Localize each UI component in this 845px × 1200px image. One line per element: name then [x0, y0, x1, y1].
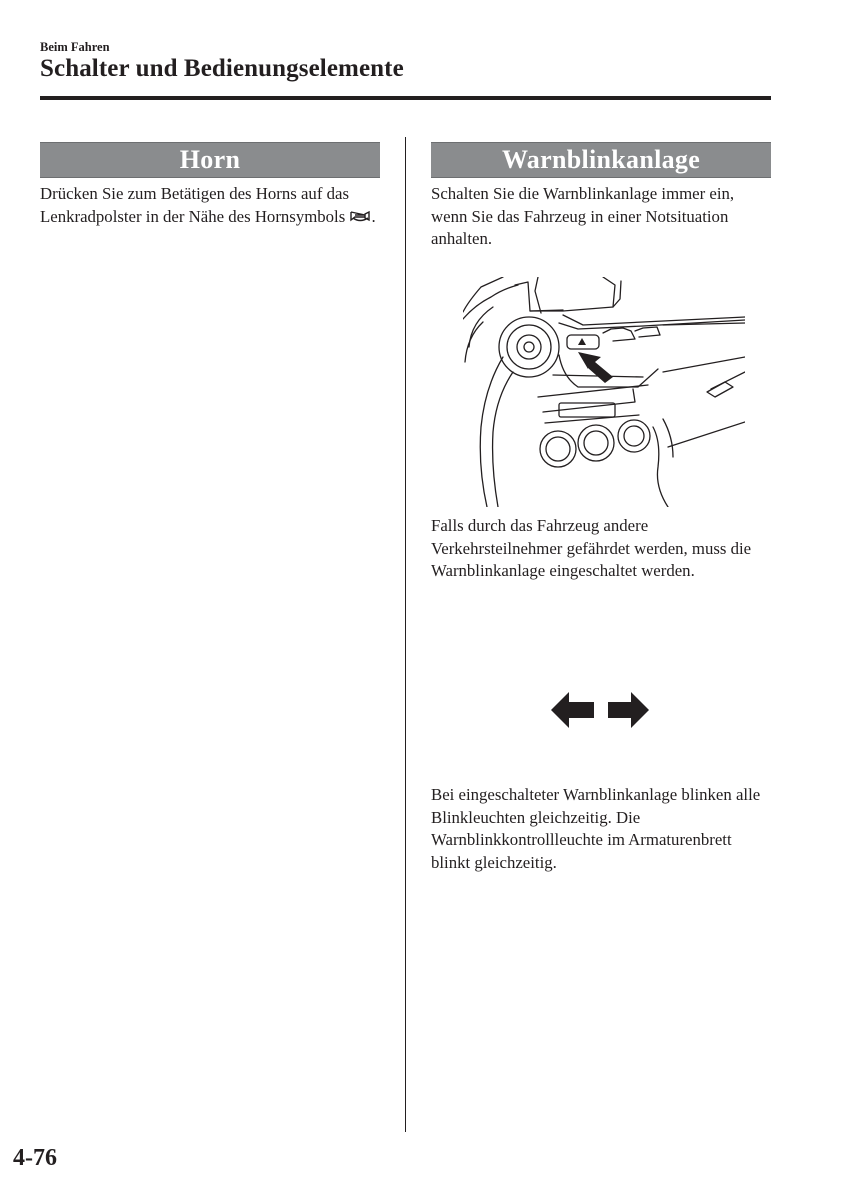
horn-text-body: Drücken Sie zum Betätigen des Horns auf das Lenkradpolster in der Nähe des Hornsymbols: [40, 184, 349, 226]
page-number: 4-76: [13, 1145, 57, 1171]
horn-text: [40, 183, 380, 228]
hazard-behavior-text: Bei eingeschalteter Warnblinkanlage blinken alle Blinkleuchten gleichzeitig. Die Warnblinkkontrollleuchte im Armaturenbrett blinkt gleichzeitig.: [431, 785, 761, 872]
hazard-intro-text: Schalten Sie die Warnblinkanlage immer ein, wenn Sie das Fahrzeug in einer Notsituation anhalten.: [431, 184, 735, 248]
hazard-arrows-icon: [551, 690, 651, 730]
column-divider: [405, 137, 406, 1132]
horn-section: [40, 142, 380, 228]
horn-heading: Horn: [40, 142, 380, 178]
page-title: Schalter und Bedienungselemente: [40, 55, 404, 82]
hazard-danger-text: Falls durch das Fahrzeug andere Verkehrsteilnehmer gefährdet werden, muss die Warnblinkanlage eingeschaltet werden.: [431, 516, 752, 580]
hazard-section: [431, 142, 771, 251]
section-label: Beim Fahren: [40, 40, 110, 54]
horn-text-end: .: [371, 206, 376, 226]
title-rule: [40, 96, 771, 100]
hazard-heading: Warnblinkanlage: [431, 142, 771, 178]
horn-icon: [349, 209, 371, 223]
hazard-switch-illustration: [463, 277, 745, 507]
